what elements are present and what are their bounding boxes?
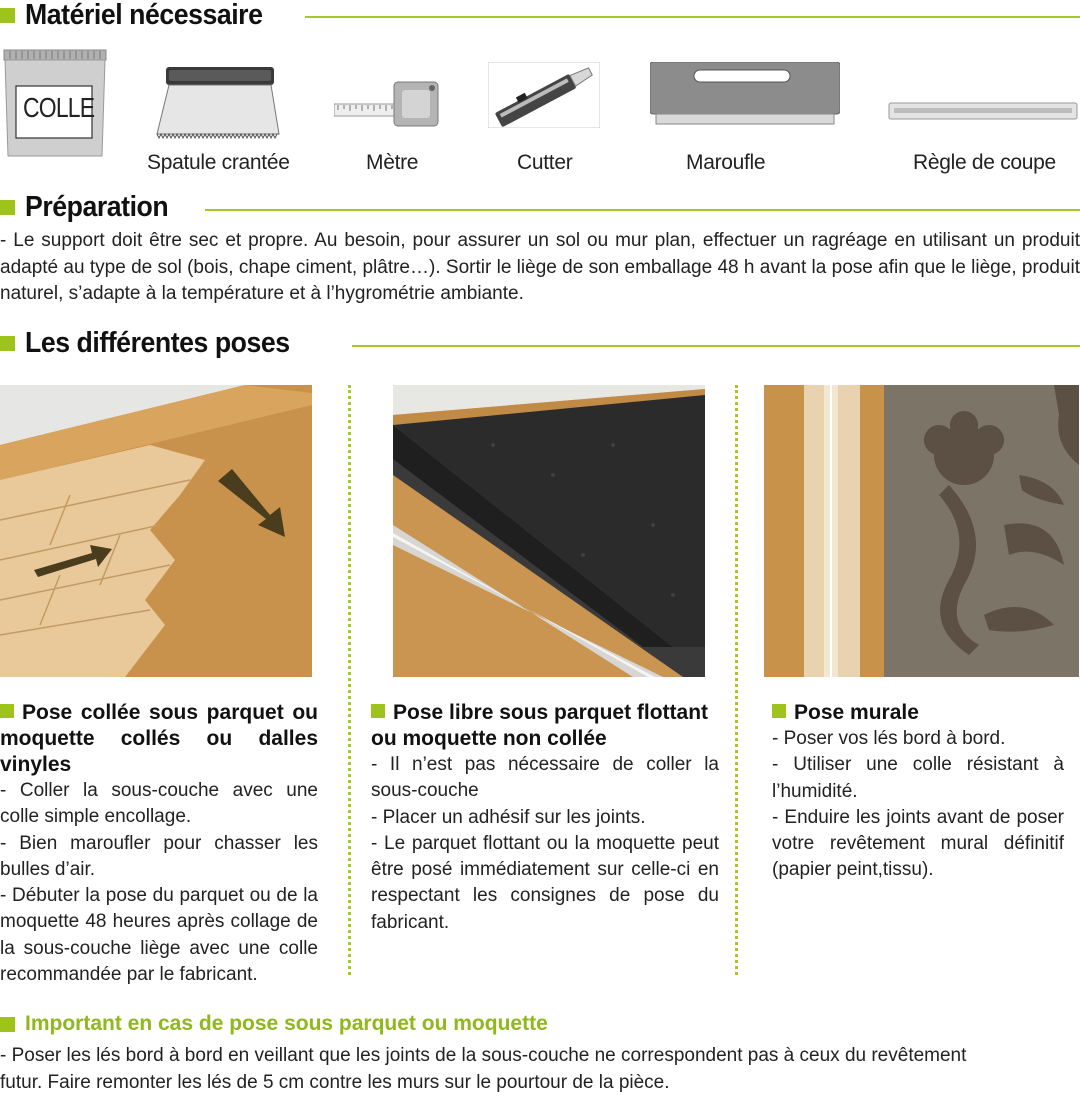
bullet-square-icon [0, 704, 14, 718]
tool-label-metre: Mètre [366, 151, 419, 174]
section-rule [352, 345, 1080, 347]
column-title: Pose libre sous parquet flottant ou moquette non collée [371, 701, 709, 750]
section-rule [205, 209, 1080, 211]
colle-pot-icon [2, 48, 108, 165]
column-divider [735, 385, 738, 975]
regle-icon [888, 101, 1078, 128]
photo-pose-murale [764, 385, 1079, 677]
bullet-square-icon [0, 1017, 15, 1032]
section-header-poses [0, 327, 313, 359]
metre-icon [334, 80, 442, 133]
bullet-square-icon [0, 200, 15, 215]
spatule-icon [155, 66, 280, 145]
tool-label-cutter: Cutter [517, 151, 573, 174]
marouffle-icon [650, 62, 840, 133]
section-rule [305, 16, 1080, 18]
section-title: Préparation [25, 190, 169, 223]
bullet-square-icon [772, 704, 786, 718]
section-header-materiel [0, 0, 283, 30]
tool-label-regle: Règle de coupe [913, 151, 1056, 174]
column-text: - Poser vos lés bord à bord. - Utiliser une colle résistant à l’humidité. - Enduire les joints avant de poser votre revêtement mural définitif (papier peint,tissu). [772, 728, 1064, 881]
column-divider [348, 385, 351, 975]
tool-label-marouffle: Maroufle [686, 151, 766, 174]
important-title: Important en cas de pose sous parquet ou moquette [25, 1012, 548, 1035]
column-pose-murale [772, 700, 1064, 884]
important-text: - Poser les lés bord à bord en veillant que les joints de la sous-couche ne correspondent pas à ceux du revêtement futur. Faire remonter les lés de 5 cm contre les murs sur le pourtour de la pièce. [0, 1045, 967, 1093]
photo-pose-libre [393, 385, 705, 677]
column-title: Pose collée sous parquet ou moquette collés ou dalles vinyles [0, 701, 318, 776]
section-header-preparation [0, 191, 181, 223]
bullet-square-icon [0, 8, 15, 23]
cutter-icon [488, 62, 600, 133]
section-title: Matériel nécessaire [25, 0, 263, 31]
column-text: - Coller la sous-couche avec une colle simple encollage. - Bien maroufler pour chasser les bulles d’air. - Débuter la pose du parquet ou de la moquette 48 heures après collage de la sous-couche liège avec une colle recommandée par le fabricant. [0, 780, 318, 986]
preparation-text: - Le support doit être sec et propre. Au besoin, pour assurer un sol ou mur plan, effectuer un ragréage en utilisant un produit adapté au type de sol (bois, chape ciment, plâtre…). Sortir le liège de son emballage 48 h avant la pose afin que le liège, produit naturel, s’adapte à la température et à l’hygrométrie ambiante. [0, 230, 1080, 304]
bullet-square-icon [371, 704, 385, 718]
column-pose-collee [0, 700, 318, 988]
colle-label: COLLE [23, 92, 95, 123]
tool-label-spatule: Spatule crantée [147, 151, 290, 174]
column-title: Pose murale [794, 701, 919, 724]
photo-pose-collee [0, 385, 312, 677]
column-text: - Il n’est pas nécessaire de coller la sous-couche - Placer un adhésif sur les joints. - Le parquet flottant ou la moquette peut être posé immédiatement sur celle-ci en respectant les consignes de pose du fabricant. [371, 754, 719, 933]
column-pose-libre [371, 700, 719, 936]
section-title: Les différentes poses [25, 326, 290, 359]
bullet-square-icon [0, 336, 15, 351]
important-header [0, 1012, 548, 1036]
